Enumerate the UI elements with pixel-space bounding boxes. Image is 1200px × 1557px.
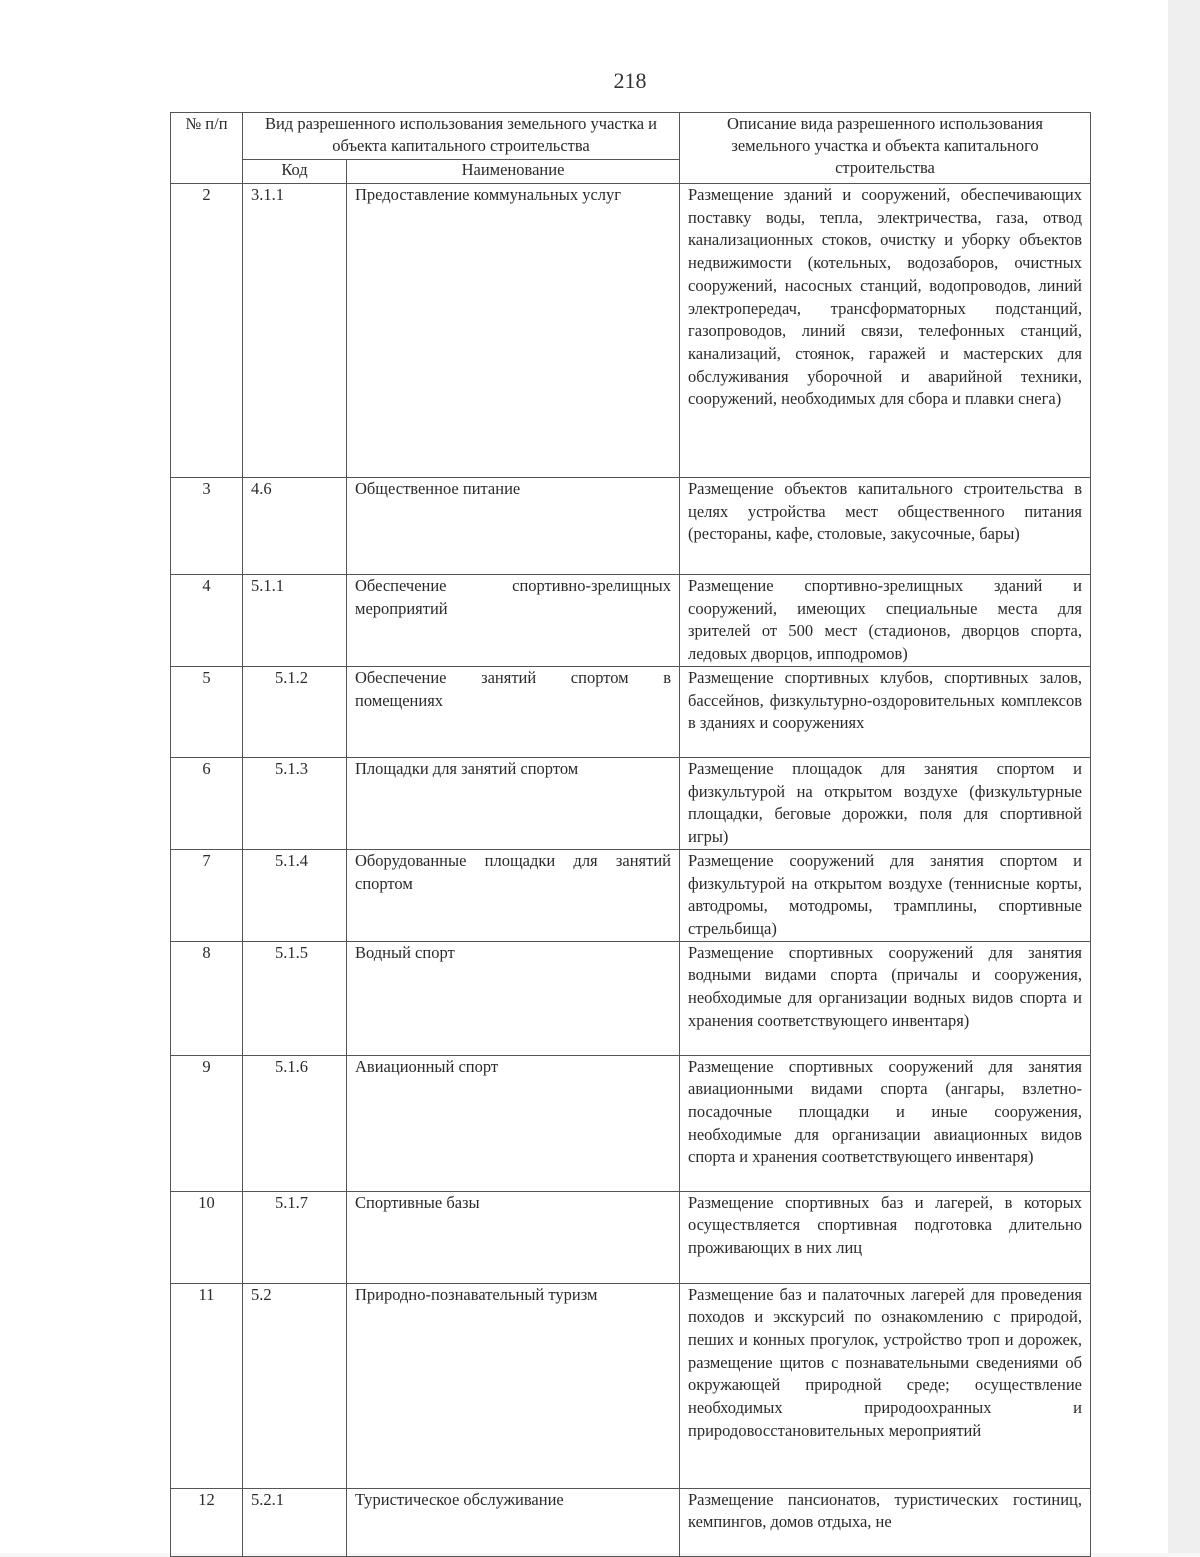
row-code: 5.1.4 (243, 849, 347, 941)
header-name: Наименование (347, 160, 680, 184)
row-number: 5 (171, 667, 243, 758)
row-description: Размещение спортивных сооружений для занятия водными видами спорта (причалы и сооружения, необходимые для организации водных видов спорта и хранения соответствующего инвентаря) (680, 941, 1091, 1055)
row-code: 5.1.1 (243, 575, 347, 667)
row-name: Оборудованные площадки для занятий спортом (347, 849, 680, 941)
header-description: Описание вида разрешенного использования земельного участка и объекта капитального строительства (680, 113, 1091, 184)
scan-edge (1168, 0, 1200, 1553)
row-number: 7 (171, 849, 243, 941)
row-name: Обеспечение спортивно-зрелищных мероприятий (347, 575, 680, 667)
row-code: 5.1.3 (243, 758, 347, 850)
row-description: Размещение пансионатов, туристических гостиниц, кемпингов, домов отдыха, не (680, 1488, 1091, 1556)
row-code: 4.6 (243, 478, 347, 575)
row-name: Авиационный спорт (347, 1055, 680, 1191)
row-name: Спортивные базы (347, 1191, 680, 1283)
table-row (171, 941, 1091, 1055)
row-description: Размещение зданий и сооружений, обеспечивающих поставку воды, тепла, электричества, газа, отвод канализационных стоков, очистку и уборку объектов недвижимости (котельных, водозаборов, очистных сооружений, насосных станций, водопроводов, линий электропередач, трансформаторных подстанций, газопроводов, линий связи, телефонных станций, канализаций, стоянок, гаражей и мастерских для обслуживания уборочной и аварийной техники, сооружений, необходимых для сбора и плавки снега) (680, 184, 1091, 478)
row-number: 3 (171, 478, 243, 575)
row-name: Туристическое обслуживание (347, 1488, 680, 1556)
row-name: Предоставление коммунальных услуг (347, 184, 680, 478)
row-name: Водный спорт (347, 941, 680, 1055)
row-description: Размещение площадок для занятия спортом и физкультурой на открытом воздухе (физкультурные площадки, беговые дорожки, поля для спортивной игры) (680, 758, 1091, 850)
table-row (171, 849, 1091, 941)
page-number: 218 (613, 68, 647, 93)
row-name: Обеспечение занятий спортом в помещениях (347, 667, 680, 758)
row-number: 10 (171, 1191, 243, 1283)
table-row (171, 1488, 1091, 1556)
row-code: 5.2.1 (243, 1488, 347, 1556)
row-code: 5.1.6 (243, 1055, 347, 1191)
row-description: Размещение баз и палаточных лагерей для проведения походов и экскурсий по ознакомлению с природой, пеших и конных прогулок, устройство троп и дорожек, размещение щитов с познавательными сведениями об окружающей природной среде; осуществление необходимых природоохранных и природовосстановительных мероприятий (680, 1283, 1091, 1488)
table-row (171, 1191, 1091, 1283)
row-number: 6 (171, 758, 243, 850)
row-description: Размещение спортивных баз и лагерей, в которых осуществляется спортивная подготовка длительно проживающих в них лиц (680, 1191, 1091, 1283)
row-code: 5.1.5 (243, 941, 347, 1055)
table-row (171, 667, 1091, 758)
row-name: Природно-познавательный туризм (347, 1283, 680, 1488)
row-description: Размещение спортивных клубов, спортивных залов, бассейнов, физкультурно-оздоровительных комплексов в зданиях и сооружениях (680, 667, 1091, 758)
table-row (171, 575, 1091, 667)
table-row (171, 1055, 1091, 1191)
row-code: 3.1.1 (243, 184, 347, 478)
row-number: 12 (171, 1488, 243, 1556)
row-name: Общественное питание (347, 478, 680, 575)
header-number: № п/п (171, 113, 243, 184)
table-row (171, 184, 1091, 478)
row-number: 2 (171, 184, 243, 478)
row-code: 5.2 (243, 1283, 347, 1488)
table-header-row (171, 113, 1091, 160)
header-code: Код (243, 160, 347, 184)
row-description: Размещение спортивных сооружений для занятия авиационными видами спорта (ангары, взлетно-посадочные площадки и иные сооружения, необходимые для организации авиационных видов спорта и хранения соответствующего инвентаря) (680, 1055, 1091, 1191)
header-use-type: Вид разрешенного использования земельного участка и объекта капитального строительства (243, 113, 680, 160)
table-row (171, 478, 1091, 575)
row-number: 8 (171, 941, 243, 1055)
table-row (171, 758, 1091, 850)
row-description: Размещение объектов капитального строительства в целях устройства мест общественного питания (рестораны, кафе, столовые, закусочные, бары) (680, 478, 1091, 575)
table-row (171, 1283, 1091, 1488)
row-description: Размещение спортивно-зрелищных зданий и сооружений, имеющих специальные места для зрителей от 500 мест (стадионов, дворцов спорта, ледовых дворцов, ипподромов) (680, 575, 1091, 667)
land-use-table (170, 112, 1091, 1557)
row-number: 11 (171, 1283, 243, 1488)
row-number: 9 (171, 1055, 243, 1191)
row-code: 5.1.2 (243, 667, 347, 758)
row-name: Площадки для занятий спортом (347, 758, 680, 850)
row-code: 5.1.7 (243, 1191, 347, 1283)
row-description: Размещение сооружений для занятия спортом и физкультурой на открытом воздухе (теннисные корты, автодромы, мотодромы, трамплины, спортивные стрельбища) (680, 849, 1091, 941)
row-number: 4 (171, 575, 243, 667)
